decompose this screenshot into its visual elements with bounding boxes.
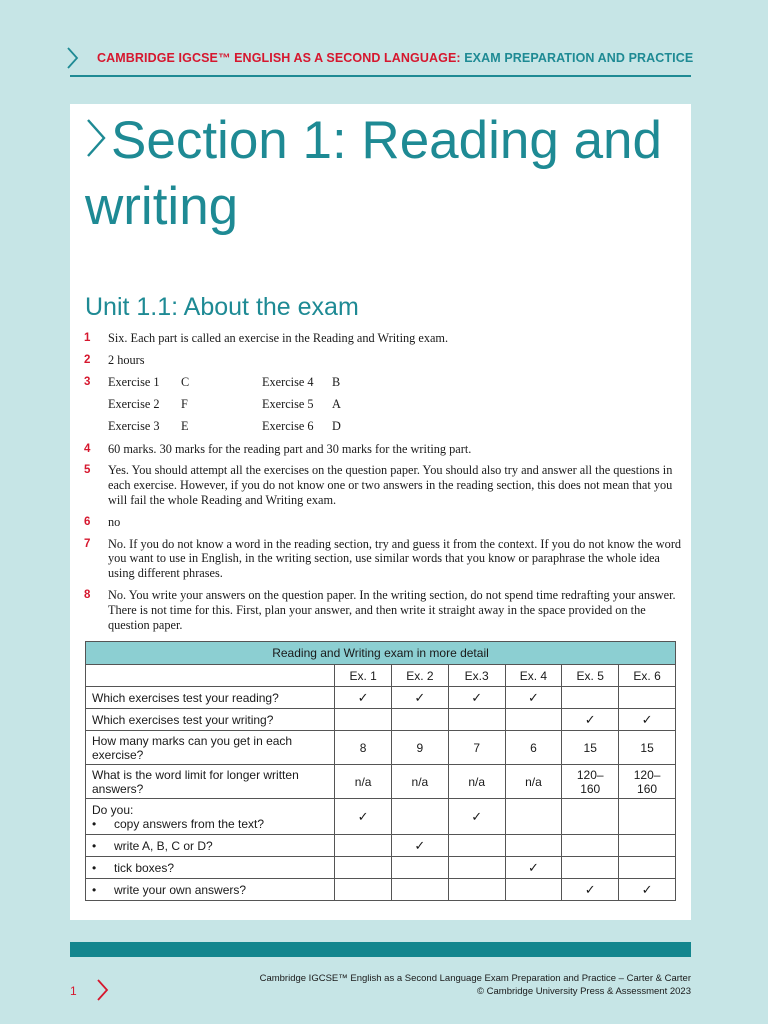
chevron-right-icon (85, 118, 107, 158)
answer-item (84, 353, 684, 368)
table-row (86, 687, 676, 709)
table-cell: ✓ (392, 687, 449, 709)
table-cell (448, 709, 505, 731)
exercise-label: Exercise 1 (108, 374, 160, 389)
exercise-answer: E (181, 418, 189, 433)
table-cell: 15 (619, 731, 676, 765)
table-cell (562, 687, 619, 709)
answer-number: 1 (84, 332, 91, 344)
table-cell: 8 (335, 731, 392, 765)
table-cell (335, 709, 392, 731)
answer-number: 7 (84, 537, 91, 550)
table-cell: ✓ (505, 857, 562, 879)
bullet: • (92, 816, 97, 831)
table-cell: ✓ (562, 709, 619, 731)
answer-item (84, 537, 684, 581)
answer-text: 60 marks. 30 marks for the reading part and 30 marks for the writing part. (108, 441, 472, 456)
column-header: Ex. 4 (505, 665, 562, 687)
table-cell: ✓ (505, 687, 562, 709)
page-number: 1 (70, 984, 77, 998)
header-series-title: CAMBRIDGE IGCSE™ ENGLISH AS A SECOND LANGUAGE: (97, 51, 461, 65)
table-cell: 7 (448, 731, 505, 765)
row-label: Which exercises test your writing? (86, 709, 335, 731)
footer-title: Cambridge IGCSE™ English as a Second Language Exam Preparation and Practice – Carter & Carter (259, 973, 691, 984)
table-cell (505, 879, 562, 901)
row-label (86, 799, 335, 835)
exercise-label: Exercise 6 (262, 418, 314, 433)
table-cell: n/a (505, 765, 562, 799)
footer-credits (260, 973, 691, 998)
table-cell (505, 709, 562, 731)
table-cell (392, 879, 449, 901)
table-cell (335, 857, 392, 879)
exercise-label: Exercise 4 (262, 374, 314, 389)
table-cell: 120–160 (562, 765, 619, 799)
row-label: What is the word limit for longer written answers? (86, 765, 335, 799)
exercise-label: Exercise 3 (108, 418, 160, 433)
table-cell: ✓ (335, 799, 392, 835)
next-page-chevron-icon[interactable] (96, 978, 110, 1002)
column-header: Ex. 2 (392, 665, 449, 687)
table-cell (562, 835, 619, 857)
table-cell (619, 857, 676, 879)
table-row (86, 799, 676, 835)
answer-item (84, 463, 684, 507)
exercise-answer: A (332, 396, 341, 411)
row-label-intro: Do you: (92, 802, 134, 817)
row-label-text: tick boxes? (114, 860, 175, 875)
answer-text: no (108, 514, 121, 529)
table-cell: n/a (392, 765, 449, 799)
table-cell: ✓ (448, 799, 505, 835)
table-cell: 9 (392, 731, 449, 765)
row-label: Which exercises test your reading? (86, 687, 335, 709)
column-header: Ex. 1 (335, 665, 392, 687)
table-cell: n/a (448, 765, 505, 799)
table-cell: ✓ (335, 687, 392, 709)
exercise-label: Exercise 5 (262, 396, 314, 411)
row-label (86, 835, 335, 857)
table-cell (562, 799, 619, 835)
answer-text: Yes. You should attempt all the exercises on the question paper. You should also try and answer all the questions in each exercise. However, if you do not know one or two answers in the reading section, this does not mean that you will fail the whole Reading and Writing exam. (108, 463, 673, 507)
table-cell: 15 (562, 731, 619, 765)
bullet: • (92, 882, 97, 897)
table-cell (505, 799, 562, 835)
table-cell: 6 (505, 731, 562, 765)
table-row (86, 857, 676, 879)
running-header (97, 51, 693, 65)
table-cell (448, 857, 505, 879)
row-label-text: write your own answers? (114, 882, 247, 897)
answer-number: 3 (84, 375, 91, 388)
answer-text: No. You write your answers on the question paper. In the writing section, do not spend time redrafting your answer. There is not time for this. First, plan your answer, and then write it straight away in the space provided on the question paper. (108, 587, 676, 632)
table-cell: ✓ (448, 687, 505, 709)
table-row (86, 709, 676, 731)
section-title-text: Section 1: Reading and writing (85, 111, 663, 236)
table-cell (335, 879, 392, 901)
row-label (86, 879, 335, 901)
answer-item (84, 588, 684, 632)
answer-item (84, 442, 684, 457)
table-row (86, 879, 676, 901)
table-cell (448, 835, 505, 857)
table-cell (505, 835, 562, 857)
table-row (86, 731, 676, 765)
column-header: Ex.3 (448, 665, 505, 687)
table-cell (619, 835, 676, 857)
answer-number: 4 (84, 442, 91, 455)
answer-number: 8 (84, 588, 91, 601)
answer-number: 5 (84, 464, 91, 477)
unit-title: Unit 1.1: About the exam (85, 293, 359, 321)
answer-text: 2 hours (108, 352, 145, 367)
footer-copyright: © Cambridge University Press & Assessment 2023 (477, 985, 691, 997)
exercise-row (108, 375, 684, 397)
table-caption: Reading and Writing exam in more detail (86, 642, 676, 665)
chevron-right-icon (66, 46, 80, 70)
bullet: • (92, 860, 97, 875)
answer-text: Six. Each part is called an exercise in the Reading and Writing exam. (108, 331, 449, 345)
table-cell: n/a (335, 765, 392, 799)
header-book-title: EXAM PREPARATION AND PRACTICE (464, 51, 694, 65)
bullet: • (92, 838, 97, 853)
table-cell (392, 799, 449, 835)
table-cell: 120–160 (619, 765, 676, 799)
answer-number: 6 (84, 515, 91, 528)
exercise-answer: D (332, 418, 341, 433)
table-cell (392, 709, 449, 731)
column-header: Ex. 5 (562, 665, 619, 687)
table-row (86, 835, 676, 857)
exercise-label: Exercise 2 (108, 396, 160, 411)
answer-text: No. If you do not know a word in the reading section, try and guess it from the context. If you do not know the word you want to use in English, in the writing section, use similar words that you know or paraphrase the whole idea using different phrases. (108, 536, 682, 581)
table-cell: ✓ (562, 879, 619, 901)
answer-list (84, 331, 684, 639)
answer-item (84, 515, 684, 530)
column-header: Ex. 6 (619, 665, 676, 687)
exam-detail-table (85, 641, 676, 901)
table-cell (619, 799, 676, 835)
table-cell: ✓ (619, 709, 676, 731)
row-label: How many marks can you get in each exercise? (86, 731, 335, 765)
row-label-text: write A, B, C or D? (114, 838, 213, 853)
answer-item (84, 331, 684, 346)
footer-bar (70, 942, 691, 957)
table-cell: ✓ (619, 879, 676, 901)
exercise-answer: B (332, 374, 341, 389)
answer-number: 2 (84, 353, 91, 366)
row-label (86, 857, 335, 879)
table-header-row (86, 665, 676, 687)
answer-item (84, 375, 684, 441)
section-title (85, 108, 675, 240)
table-cell (619, 687, 676, 709)
header-rule (70, 75, 691, 77)
exercise-row (108, 397, 684, 419)
table-cell (335, 835, 392, 857)
exercise-row (108, 419, 684, 441)
table-row (86, 765, 676, 799)
exercise-answer: F (181, 396, 188, 411)
table-cell (448, 879, 505, 901)
row-label-text: copy answers from the text? (114, 816, 265, 831)
table-cell: ✓ (392, 835, 449, 857)
table-cell (392, 857, 449, 879)
table-cell (562, 857, 619, 879)
exercise-answer: C (181, 374, 190, 389)
